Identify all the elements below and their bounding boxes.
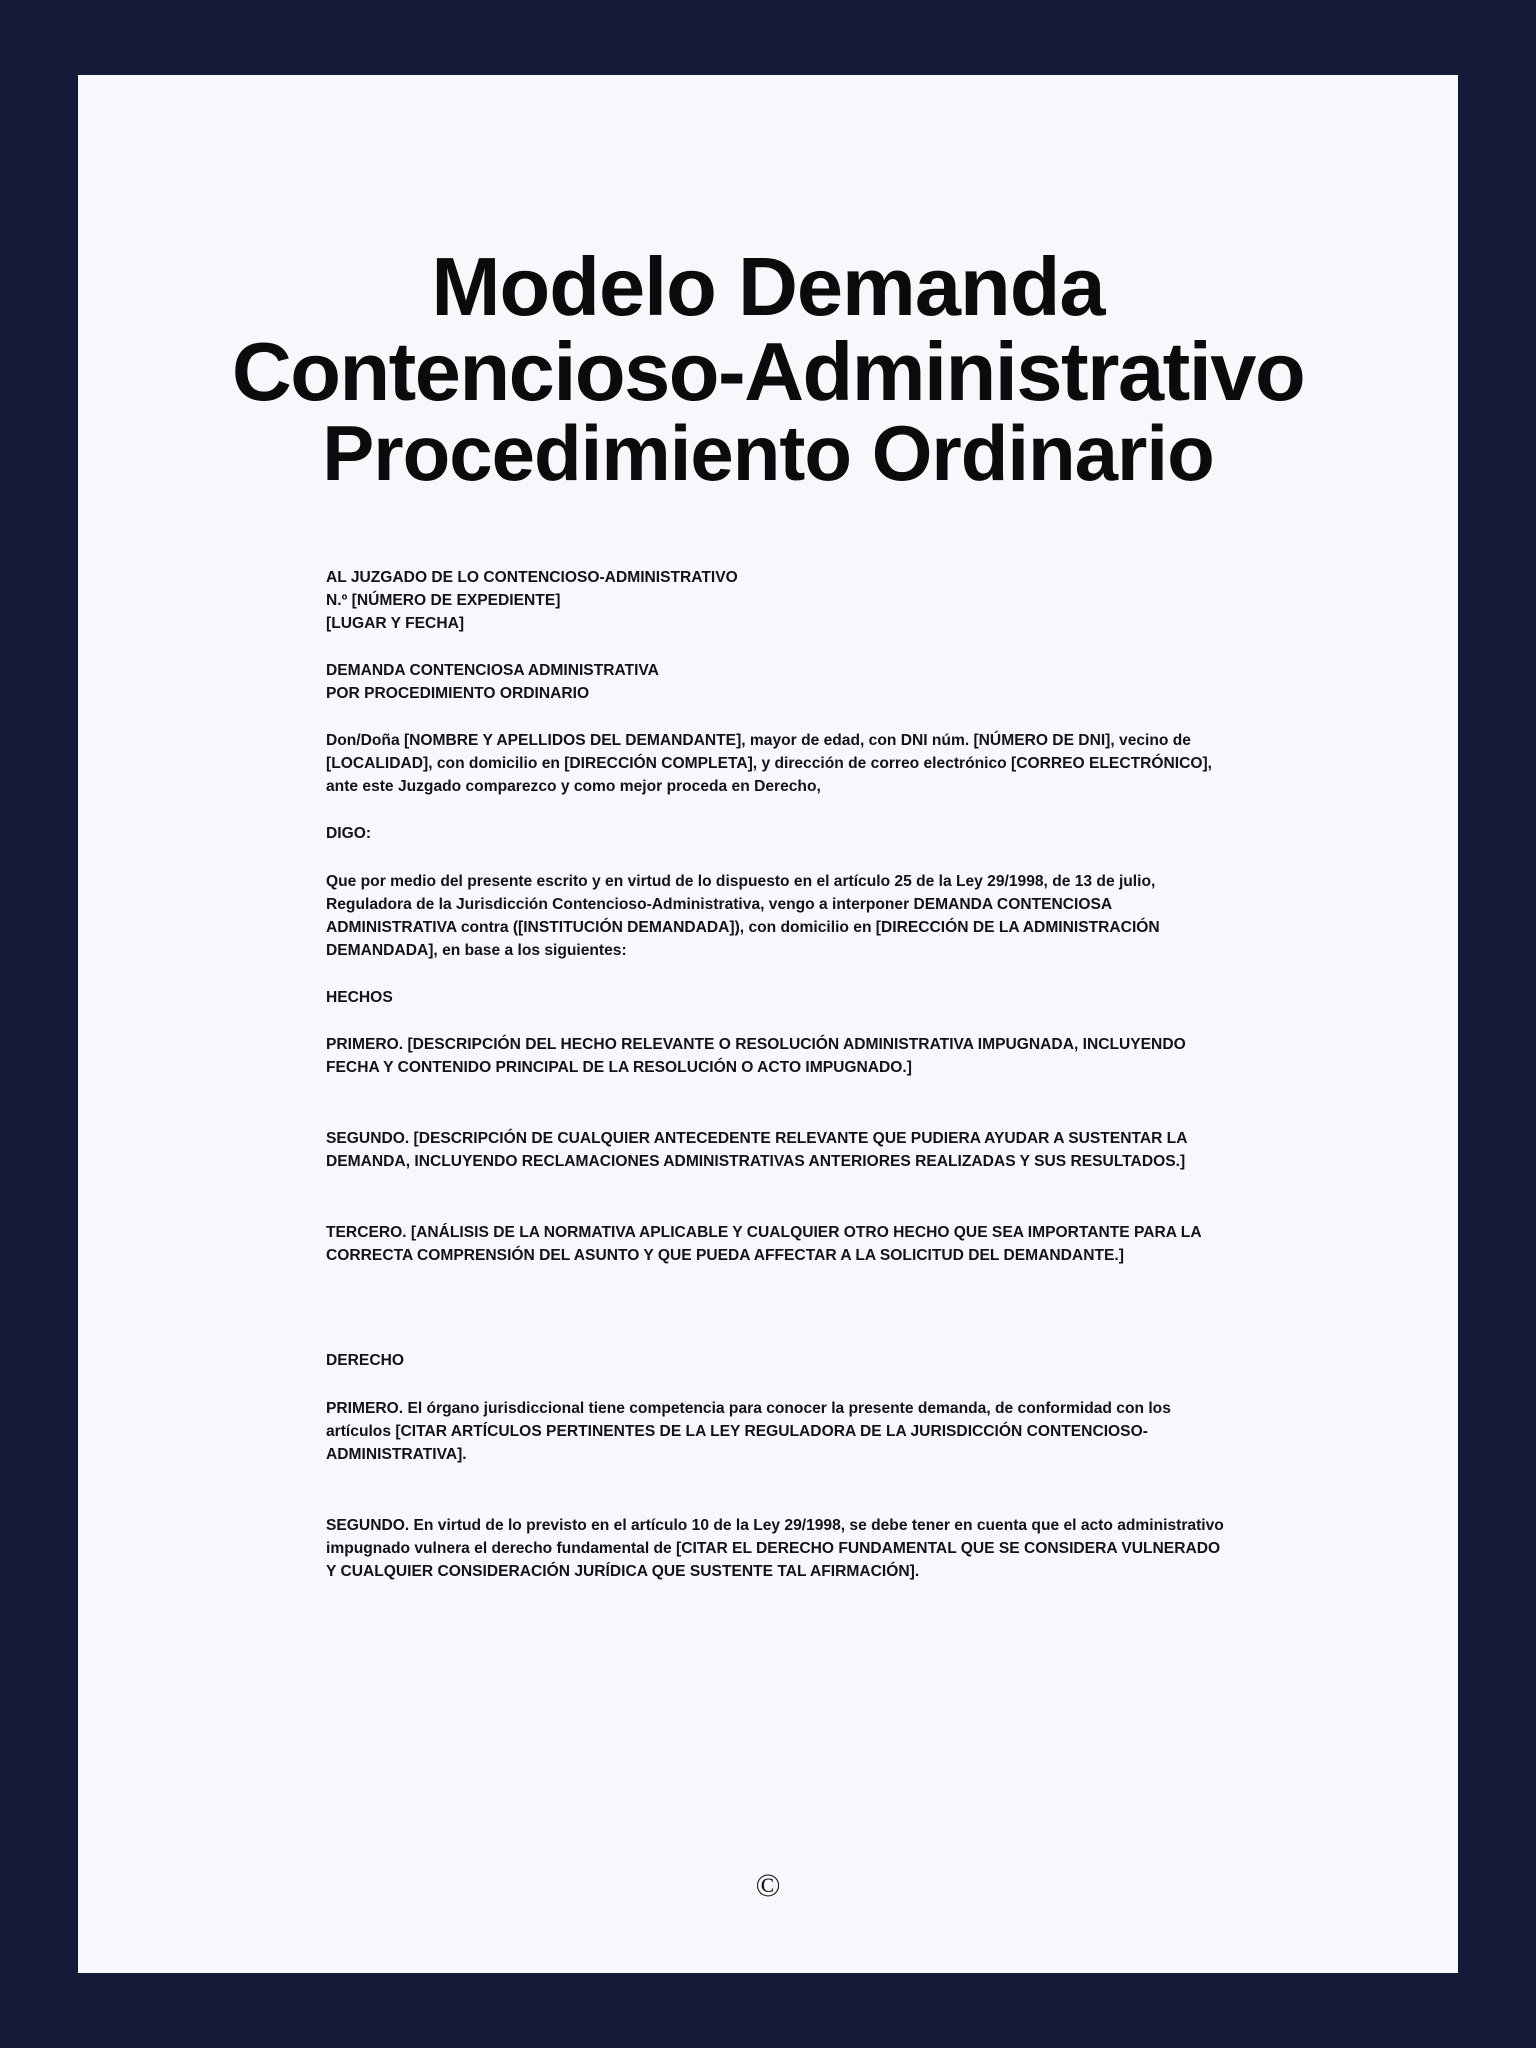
fact-item-second: SEGUNDO. [DESCRIPCIÓN DE CUALQUIER ANTECEDENTE RELEVANTE QUE PUDIERA AYUDAR A SUSTENTAR LA DEMANDA, INCLUYENDO RECLAMACIONES ADMINISTRATIVAS ANTERIORES REALIZADAS Y SUS RESULTADOS.] [326, 1130, 1187, 1171]
page-title [78, 75, 1458, 498]
section-spacer [326, 1315, 1226, 1349]
claim-paragraph: Que por medio del presente escrito y en virtud de lo dispuesto en el artículo 25 de la Ley 29/1998, de 13 de julio, Reguladora de la Jurisdicción Contencioso-Administrativa, vengo a interponer DEMANDA CONTENCIOSA ADMINISTRATIVA contra ([INSTITUCIÓN DEMANDADA]), con domicilio en [DIRECCIÓN DE LA ADMINISTRACIÓN DEMANDADA], en base a los siguientes: [326, 872, 1160, 959]
digo-label: DIGO: [326, 825, 372, 843]
page-title-line-1: Modelo Demanda [431, 240, 1105, 333]
law-item-first: PRIMERO. El órgano jurisdiccional tiene competencia para conocer la presente demanda, de conformidad con los artículos [CITAR ARTÍCULOS PERTINENTES DE LA LEY REGULADORA DE LA JURISDICCIÓN CONTENCIOSO-ADMINISTRATIVA]. [326, 1399, 1171, 1463]
court-address-line-2: N.º [NÚMERO DE EXPEDIENTE] [326, 591, 561, 609]
subject-line-2: POR PROCEDIMIENTO ORDINARIO [326, 685, 590, 703]
law-heading: DERECHO [326, 1352, 404, 1370]
court-address-line-3: [LUGAR Y FECHA] [326, 615, 465, 633]
law-item-second: SEGUNDO. En virtud de lo previsto en el artículo 10 de la Ley 29/1998, se debe tener en cuenta que el acto administrativo impugnado vulnera el derecho fundamental de [CITAR EL DERECHO FUNDAMENTAL QUE SE CONSIDERA VULNERADO Y CUALQUIER CONSIDERACIÓN JURÍDICA QUE SUSTENTE TAL AFIRMACIÓN]. [326, 1516, 1224, 1580]
document-page [78, 75, 1458, 1973]
fact-item-third: TERCERO. [ANÁLISIS DE LA NORMATIVA APLICABLE Y CUALQUIER OTRO HECHO QUE SEA IMPORTANTE PARA LA CORRECTA COMPRENSIÓN DEL ASUNTO Y QUE PUEDA AFFECTAR A LA SOLICITUD DEL DEMANDANTE.] [326, 1224, 1201, 1265]
copyright-icon: © [755, 1868, 781, 1904]
appearance-paragraph: Don/Doña [NOMBRE Y APELLIDOS DEL DEMANDANTE], mayor de edad, con DNI núm. [NÚMERO DE DNI], vecino de [LOCALIDAD], con domicilio en [DIRECCIÓN COMPLETA], y dirección de correo electrónico [CORREO ELECTRÓNICO], ante este Juzgado comparezco y como mejor proceda en Derecho, [326, 732, 1213, 796]
page-title-line-2: Contencioso-Administrativo [231, 324, 1305, 418]
document-body [78, 494, 1458, 1583]
court-address-line-1: AL JUZGADO DE LO CONTENCIOSO-ADMINISTRATIVO [326, 568, 738, 586]
page-title-line-3: Procedimiento Ordinario [322, 409, 1214, 498]
subject-line-1: DEMANDA CONTENCIOSA ADMINISTRATIVA [326, 662, 659, 680]
fact-item-first: PRIMERO. [DESCRIPCIÓN DEL HECHO RELEVANTE O RESOLUCIÓN ADMINISTRATIVA IMPUGNADA, INCLUYENDO FECHA Y CONTENIDO PRINCIPAL DE LA RESOLUCIÓN O ACTO IMPUGNADO.] [326, 1035, 1186, 1077]
facts-heading: HECHOS [326, 988, 393, 1006]
